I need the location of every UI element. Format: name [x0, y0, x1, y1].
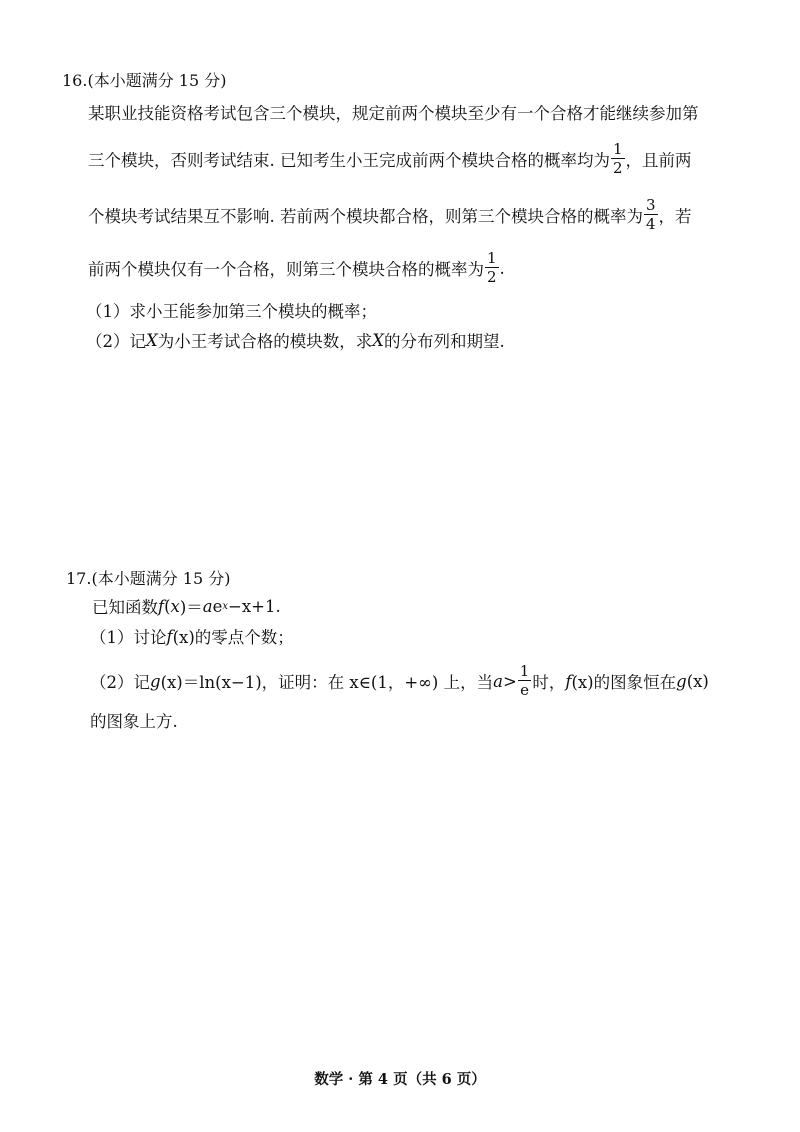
q17-part-1: （1）讨论 f (x)的零点个数； [90, 626, 294, 647]
q16-number: 16. [62, 71, 88, 90]
q17-points: (本小题满分 15 分) [91, 569, 231, 588]
q16-line-2: 三个模块，否则考试结束. 已知考生小王完成前两个模块合格的概率均为 $\frac{1}{2}$ ，且前两 [88, 140, 692, 177]
q17-number: 17. [66, 569, 92, 588]
q16-line-1: 某职业技能资格考试包含三个模块，规定前两个模块至少有一个合格才能继续参加第 [88, 104, 699, 123]
fraction-one-over-e: $\frac{1}{e}$ [519, 662, 530, 699]
q17-part-2-continued: 的图象上方. [90, 712, 178, 731]
q17-part-2: （2）记 g (x)＝ln(x−1)，证明：在 x∈(1，+∞) 上，当 a > $\frac{1}{e}$ 时， f (x)的图象恒在 g (x) [90, 662, 709, 699]
q17-header [66, 566, 230, 589]
q16-line-3: 个模块考试结果互不影响. 若前两个模块都合格，则第三个模块合格的概率为 $\frac{3}{4}$ ，若 [88, 196, 692, 233]
fraction-one-half: $\frac{1}{2}$ [613, 140, 623, 177]
q16-line-4: 前两个模块仅有一个合格，则第三个模块合格的概率为 $\frac{1}{2}$ . [88, 249, 505, 286]
fraction-one-half: $\frac{1}{2}$ [487, 249, 497, 286]
q16-header [62, 68, 226, 91]
fraction-three-quarters: $\frac{3}{4}$ [646, 196, 656, 233]
page-footer: 数学 · 第 4 页（共 6 页） [314, 1071, 486, 1088]
q17-line-1: 已知函数 f ( x )＝ a e x −x+1. [92, 596, 281, 617]
q16-points: (本小题满分 15 分) [87, 71, 227, 90]
q16-part-1: （1）求小王能参加第三个模块的概率； [86, 302, 377, 321]
q16-part-2: （2）记 X 为小王考试合格的模块数，求 X 的分布列和期望. [86, 330, 505, 351]
